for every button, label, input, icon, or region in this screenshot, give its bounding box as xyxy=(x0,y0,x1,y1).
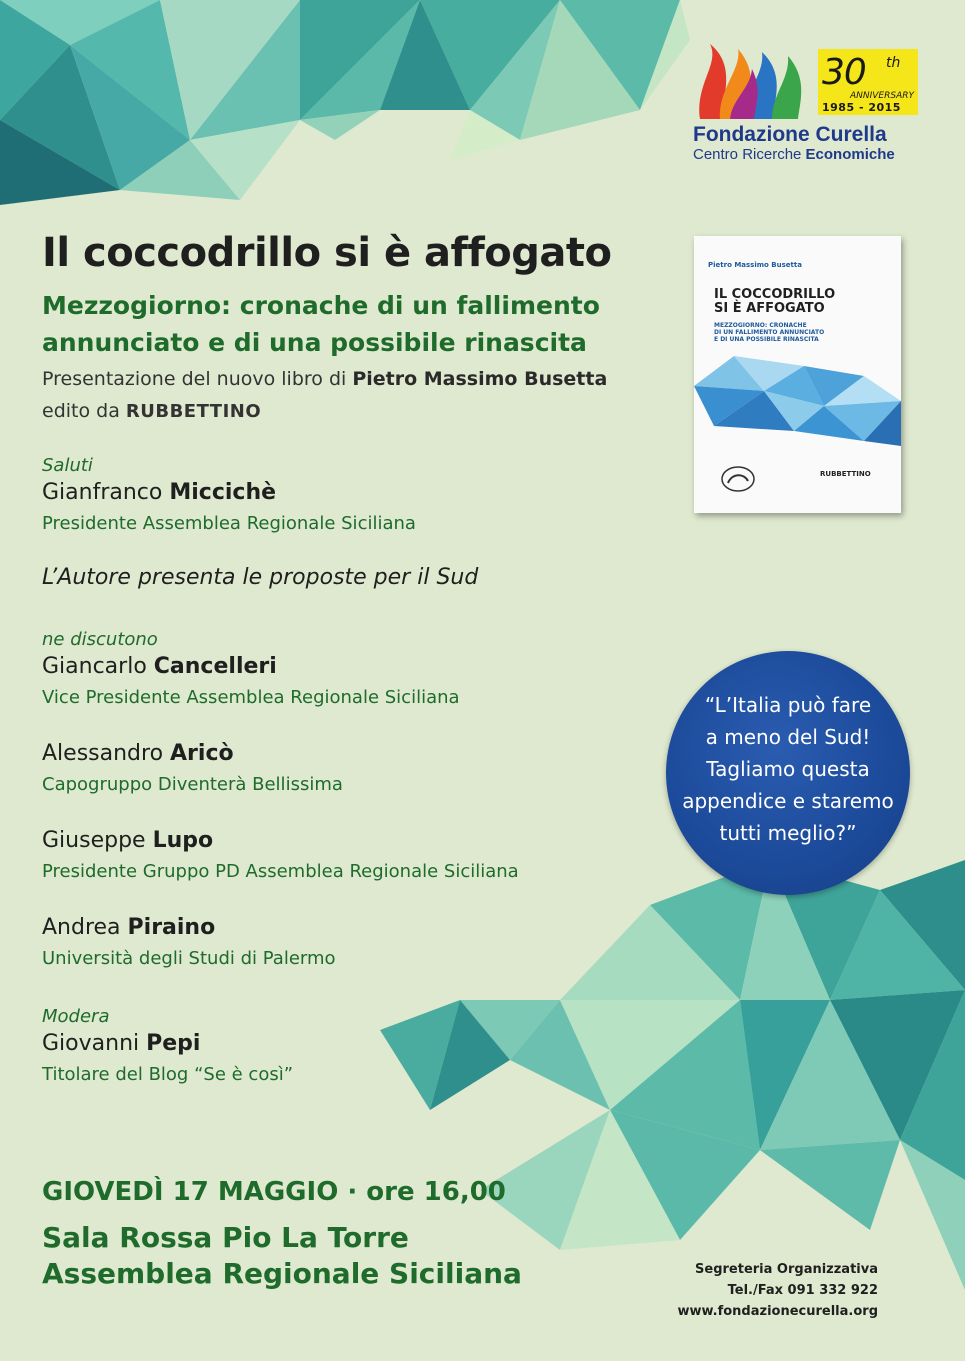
discussant-role: Vice Presidente Assemblea Regionale Siciliana xyxy=(42,687,460,708)
speaker-last-name: Aricò xyxy=(170,741,234,766)
moderator-label: Modera xyxy=(42,1006,110,1027)
anniversary-suffix: th xyxy=(886,55,901,71)
venue-line-2: Assemblea Regionale Siciliana xyxy=(42,1257,522,1290)
logo-line-1 xyxy=(693,123,887,147)
quote-line: “L’Italia può fare xyxy=(704,693,872,717)
quote-line: Tagliamo questa xyxy=(706,757,870,781)
contact-phone: Tel./Fax 091 332 922 xyxy=(727,1283,878,1298)
moderator-name xyxy=(42,1031,200,1056)
presentation-prefix: Presentazione del nuovo libro di xyxy=(42,368,353,390)
contact-label: Segreteria Organizzativa xyxy=(695,1262,878,1277)
discussant-role: Università degli Studi di Palermo xyxy=(42,948,336,969)
quote-line: a meno del Sud! xyxy=(705,725,871,749)
quote-line: appendice e staremo xyxy=(682,789,894,813)
contact-info xyxy=(640,1259,878,1322)
contact-website[interactable]: www.fondazionecurella.org xyxy=(677,1304,878,1319)
quote-circle xyxy=(666,651,910,895)
greetings-label: Saluti xyxy=(42,455,93,476)
speaker-last-name: Miccichè xyxy=(169,480,277,505)
anniversary-years: 1985 - 2015 xyxy=(822,101,901,114)
anniversary-word: ANNIVERSARY xyxy=(850,91,914,101)
discussant-name xyxy=(42,915,215,940)
greetings-speaker-name xyxy=(42,480,276,505)
logo-line-2 xyxy=(693,146,895,163)
venue-line-1: Sala Rossa Pio La Torre xyxy=(42,1221,409,1254)
quote-text xyxy=(666,689,910,849)
discussants-label: ne discutono xyxy=(42,629,158,650)
speaker-last-name: Lupo xyxy=(152,828,214,853)
speaker-first-name: Giancarlo xyxy=(42,654,154,679)
speaker-first-name: Giuseppe xyxy=(42,828,153,853)
book-subtitle xyxy=(714,322,854,343)
subtitle-line-2: annunciato e di una possibile rinascita xyxy=(42,328,587,357)
discussant-role: Capogruppo Diventerà Bellissima xyxy=(42,774,343,795)
book-subtitle-line-3: E DI UNA POSSIBILE RINASCITA xyxy=(714,336,819,343)
book-publisher: RUBBETTINO xyxy=(820,470,871,478)
event-date: GIOVEDÌ 17 MAGGIO · ore 16,00 xyxy=(42,1177,506,1207)
page-title: Il coccodrillo si è affogato xyxy=(42,230,612,276)
logo-economiche: Economiche xyxy=(805,146,895,163)
anniversary-number: 30 xyxy=(822,52,866,93)
logo-centro-ricerche: Centro Ricerche xyxy=(693,146,806,163)
book-subtitle-line-2: DI UN FALLIMENTO ANNUNCIATO xyxy=(714,329,825,336)
logo-curella: Curella xyxy=(815,123,887,146)
book-title xyxy=(714,288,835,316)
publisher-name: RUBBETTINO xyxy=(125,401,262,422)
event-venue xyxy=(42,1220,522,1292)
book-subtitle-line-1: MEZZOGIORNO: CRONACHE xyxy=(714,322,807,329)
logo-fondazione: Fondazione xyxy=(693,123,816,146)
book-title-line-1: IL COCCODRILLO xyxy=(714,287,836,302)
moderator-role: Titolare del Blog “Se è così” xyxy=(42,1064,294,1085)
speaker-first-name: Andrea xyxy=(42,915,128,940)
subtitle-line-1: Mezzogiorno: cronache di un fallimento xyxy=(42,291,600,320)
speaker-first-name: Giovanni xyxy=(42,1031,147,1056)
discussant-name xyxy=(42,741,234,766)
edited-by-prefix: edito da xyxy=(42,400,126,422)
speaker-first-name: Alessandro xyxy=(42,741,171,766)
book-publisher-emblem xyxy=(720,465,756,493)
subtitle xyxy=(42,287,642,361)
speaker-last-name: Pepi xyxy=(146,1031,201,1056)
speaker-last-name: Piraino xyxy=(127,915,216,940)
presentation-line xyxy=(42,368,607,390)
presentation-author: Pietro Massimo Busetta xyxy=(352,368,608,390)
author-presents-line: L’Autore presenta le proposte per il Sud xyxy=(42,565,479,590)
book-cover-artwork xyxy=(694,346,901,456)
book-title-line-2: SI È AFFOGATO xyxy=(714,301,825,316)
discussant-role: Presidente Gruppo PD Assemblea Regionale Siciliana xyxy=(42,861,519,882)
discussant-name xyxy=(42,828,213,853)
quote-line: tutti meglio?” xyxy=(719,821,857,845)
speaker-last-name: Cancelleri xyxy=(153,654,277,679)
discussant-name xyxy=(42,654,277,679)
publisher-line xyxy=(42,400,261,422)
book-cover xyxy=(694,236,901,513)
speaker-first-name: Gianfranco xyxy=(42,480,170,505)
book-author: Pietro Massimo Busetta xyxy=(708,261,802,269)
greetings-speaker-role: Presidente Assemblea Regionale Siciliana xyxy=(42,513,416,534)
